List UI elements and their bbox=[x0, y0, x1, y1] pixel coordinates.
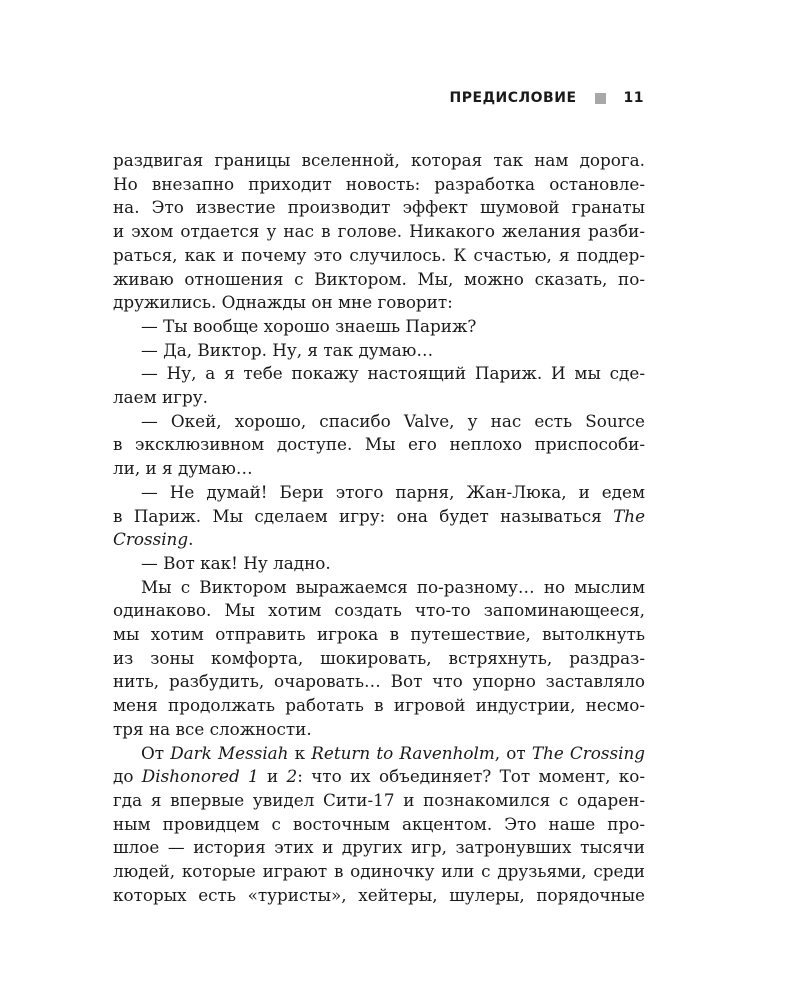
text-line: раться, как и почему это случилось. К счастью, я поддер- bbox=[113, 244, 645, 265]
text-line: лаем игру. bbox=[113, 387, 208, 408]
text-line: тря на все сложности. bbox=[113, 718, 312, 739]
paragraph-first-line: Мы с Виктором выражаемся по-разному… но мыслим bbox=[141, 576, 645, 597]
italic-title: Dark Messiah bbox=[170, 742, 289, 763]
text-line: людей, которые играют в одиночку или с друзьями, среди bbox=[113, 861, 645, 882]
dialogue-line: — Ты вообще хорошо знаешь Париж? bbox=[141, 315, 477, 336]
dialogue-line: — Окей, хорошо, спасибо Valve, у нас есть Source bbox=[141, 410, 645, 431]
text-line: на. Это известие производит эффект шумовой гранаты bbox=[113, 197, 645, 218]
text-line: в эксклюзивном доступе. Мы его неплохо приспособи- bbox=[113, 434, 645, 455]
text-line: и эхом отдается у нас в голове. Никакого желания разби- bbox=[113, 221, 645, 242]
section-title: ПРЕДИСЛОВИЕ bbox=[449, 90, 577, 106]
dialogue-line: — Ну, а я тебе покажу настоящий Париж. И мы сде- bbox=[141, 363, 645, 384]
text-line: нить, разбудить, очаровать… Вот что упорно заставляло bbox=[113, 671, 645, 692]
text-line: гда я впервые увидел Сити-17 и познакомился с одарен- bbox=[113, 789, 645, 810]
text-line: Но внезапно приходит новость: разработка остановле- bbox=[113, 173, 645, 194]
text-line: ным провидцем с восточным акцентом. Это наше про- bbox=[113, 813, 645, 834]
text-segment: , от bbox=[494, 742, 532, 763]
text-line: шлое — история этих и других игр, затронувших тысячи bbox=[113, 837, 645, 858]
italic-title: 2 bbox=[286, 766, 298, 787]
text-segment: к bbox=[288, 742, 312, 763]
text-line: которых есть «туристы», хейтеры, шулеры, порядочные bbox=[113, 884, 645, 905]
italic-title: Crossing bbox=[113, 529, 189, 550]
text-line: дружились. Однажды он мне говорит: bbox=[113, 292, 453, 313]
text-line: ли, и я думаю… bbox=[113, 458, 253, 479]
italic-title: The bbox=[613, 505, 645, 526]
dialogue-line: — Не думай! Бери этого парня, Жан-Люка, и едем bbox=[141, 481, 645, 502]
text-line: из зоны комфорта, шокировать, встряхнуть, раздраз- bbox=[113, 647, 645, 668]
page-number: 11 bbox=[623, 90, 644, 106]
text-segment: и bbox=[258, 766, 287, 787]
italic-title: Return to Ravenholm bbox=[311, 742, 495, 763]
text-line bbox=[113, 528, 645, 552]
square-marker-icon bbox=[595, 93, 606, 104]
text-segment: до bbox=[113, 766, 142, 787]
text-line bbox=[113, 765, 645, 789]
text-line: мы хотим отправить игрока в путешествие, вытолкнуть bbox=[113, 624, 645, 645]
text-line: раздвигая границы вселенной, которая так нам дорога. bbox=[113, 150, 645, 170]
body-text bbox=[113, 149, 645, 908]
italic-title: The Crossing bbox=[531, 742, 645, 763]
text-segment: От bbox=[141, 742, 171, 763]
text-line bbox=[113, 505, 645, 529]
text-line: живаю отношения с Виктором. Мы, можно сказать, по- bbox=[113, 268, 645, 289]
paragraph-first-line bbox=[113, 742, 645, 766]
text-segment: . bbox=[188, 529, 194, 550]
dialogue-line: — Вот как! Ну ладно. bbox=[141, 552, 331, 573]
text-line: одинаково. Мы хотим создать что-то запоминающееся, bbox=[113, 600, 645, 621]
text-line: меня продолжать работать в игровой индустрии, несмо- bbox=[113, 695, 645, 716]
text-segment: в Париж. Мы сделаем игру: она будет называться bbox=[113, 505, 614, 526]
italic-title: Dishonored 1 bbox=[141, 766, 259, 787]
running-head bbox=[450, 90, 644, 106]
text-segment: : что их объединяет? Тот момент, ко- bbox=[297, 766, 646, 787]
dialogue-line: — Да, Виктор. Ну, я так думаю… bbox=[141, 339, 434, 360]
